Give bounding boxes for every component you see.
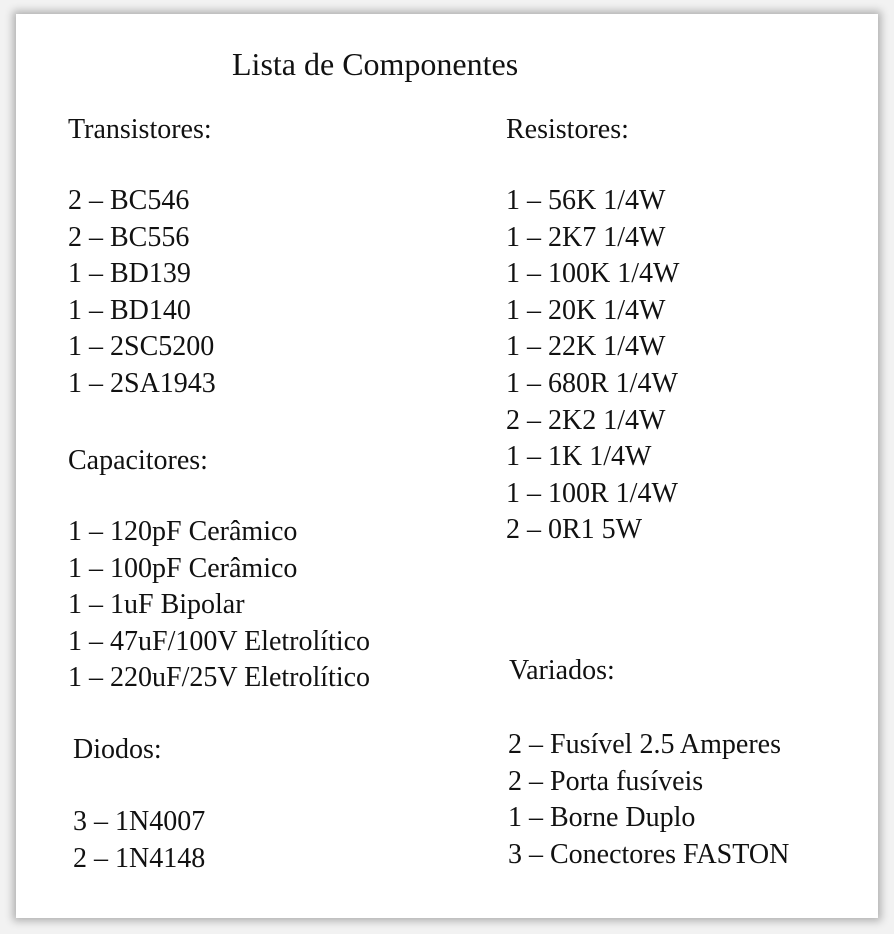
page-title: Lista de Componentes bbox=[232, 46, 519, 82]
list-item: 1 – Borne Duplo bbox=[508, 802, 696, 834]
list-item: 1 – BD140 bbox=[68, 294, 191, 326]
list-item: 2 – 0R1 5W bbox=[506, 514, 643, 546]
list-item: 2 – 2K2 1/4W bbox=[506, 404, 666, 436]
list-item: 1 – 56K 1/4W bbox=[506, 185, 666, 216]
list-item: 2 – BC546 bbox=[68, 185, 190, 216]
variados-list bbox=[508, 727, 789, 873]
list-item: 1 – 100K 1/4W bbox=[506, 258, 680, 290]
capacitores-list bbox=[68, 514, 370, 697]
list-item: 1 – 680R 1/4W bbox=[506, 367, 678, 399]
transistores-list bbox=[68, 183, 216, 403]
list-item: 1 – 100R 1/4W bbox=[506, 477, 678, 509]
list-item: 1 – 2K7 1/4W bbox=[506, 221, 666, 253]
resistores-list bbox=[506, 183, 679, 549]
list-item: 1 – BD139 bbox=[68, 258, 191, 290]
list-item: 1 – 22K 1/4W bbox=[506, 331, 666, 363]
list-item: 3 – 1N4007 bbox=[73, 806, 206, 837]
diodos-list bbox=[73, 804, 205, 877]
list-item: 1 – 47uF/100V Eletrolítico bbox=[68, 625, 371, 657]
variados-heading: Variados: bbox=[509, 655, 615, 686]
list-item: 1 – 220uF/25V Eletrolítico bbox=[68, 662, 371, 694]
list-item: 1 – 1uF Bipolar bbox=[68, 589, 245, 621]
list-item: 2 – BC556 bbox=[68, 221, 190, 253]
list-item: 2 – Porta fusíveis bbox=[508, 765, 704, 797]
list-item: 2 – Fusível 2.5 Amperes bbox=[508, 729, 781, 760]
list-item: 1 – 2SC5200 bbox=[68, 331, 215, 363]
list-item: 1 – 20K 1/4W bbox=[506, 294, 666, 326]
capacitores-heading: Capacitores: bbox=[68, 445, 208, 476]
list-item: 3 – Conectores FASTON bbox=[508, 838, 790, 870]
list-item: 2 – 1N4148 bbox=[73, 842, 206, 874]
list-item: 1 – 2SA1943 bbox=[68, 367, 216, 399]
list-item: 1 – 1K 1/4W bbox=[506, 441, 652, 473]
list-item: 1 – 120pF Cerâmico bbox=[68, 516, 298, 547]
transistores-heading: Transistores: bbox=[68, 114, 212, 145]
resistores-heading: Resistores: bbox=[506, 114, 629, 145]
diodos-heading: Diodos: bbox=[73, 734, 162, 765]
list-item: 1 – 100pF Cerâmico bbox=[68, 552, 298, 584]
